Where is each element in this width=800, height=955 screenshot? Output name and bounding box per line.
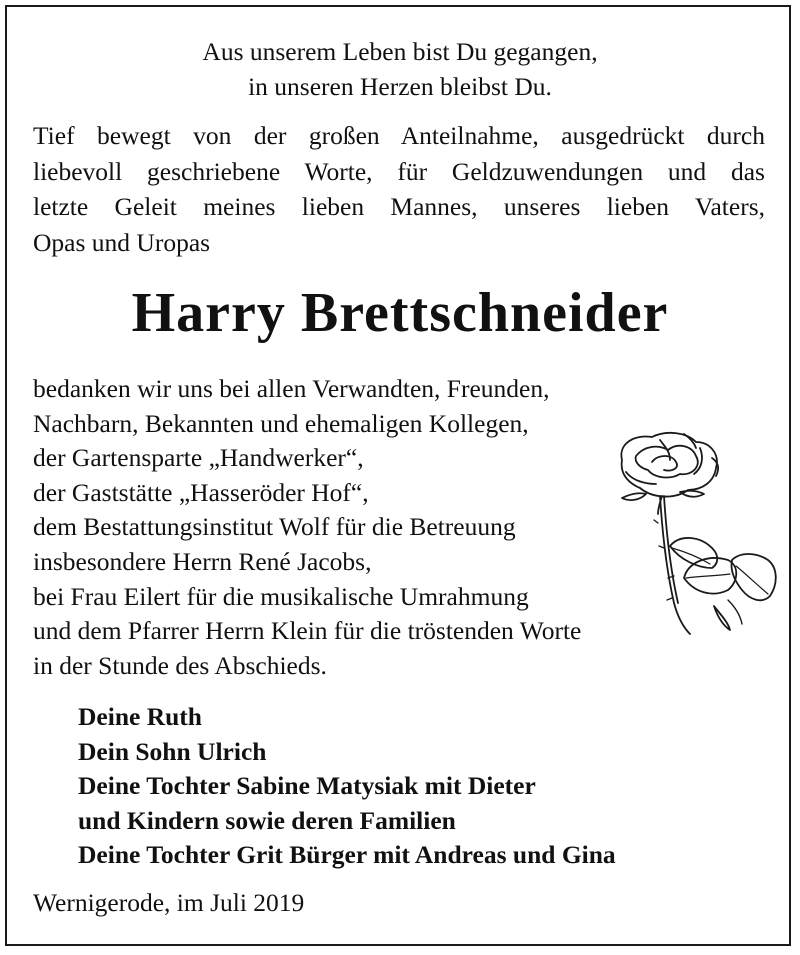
place-date: Wernigerode, im Juli 2019	[33, 888, 305, 917]
intro-line: letzte Geleit meines lieben Mannes, unseres lieben Vaters,	[33, 192, 765, 221]
thanks-line: der Gartensparte „Handwerker“,	[33, 443, 364, 473]
signer-line: Deine Tochter Grit Bürger mit Andreas und Gina	[78, 840, 616, 869]
signer-line: und Kindern sowie deren Familien	[78, 805, 456, 835]
signer-line: Dein Sohn Ulrich	[78, 736, 267, 766]
intro-line: Tief bewegt von der großen Anteilnahme, ausgedrückt durch	[33, 121, 765, 150]
thanks-paragraph	[33, 372, 581, 683]
thanks-line: und dem Pfarrer Herrn Klein für die tröstenden Worte	[33, 616, 582, 646]
intro-paragraph	[33, 118, 765, 260]
signer-line: Deine Tochter Sabine Matysiak mit Dieter	[78, 771, 536, 800]
intro-line: Opas und Uropas	[33, 227, 211, 257]
thanks-line: bedanken wir uns bei allen Verwandten, Freunden,	[33, 374, 550, 403]
signers-block	[78, 700, 616, 873]
motto-line: in unseren Herzen bleibst Du.	[248, 72, 552, 101]
motto-line: Aus unserem Leben bist Du gegangen,	[202, 37, 598, 66]
signer-line: Deine Ruth	[78, 702, 202, 731]
thanks-line: in der Stunde des Abschieds.	[33, 650, 327, 680]
thanks-line: der Gaststätte „Hasseröder Hof“,	[33, 477, 369, 507]
rose-icon	[600, 428, 780, 638]
thanks-line: insbesondere Herrn René Jacobs,	[33, 546, 372, 576]
thanks-line: dem Bestattungsinstitut Wolf für die Betreuung	[33, 512, 516, 542]
thanks-line: Nachbarn, Bekannten und ehemaligen Kollegen,	[33, 408, 529, 438]
thanks-line: bei Frau Eilert für die musikalische Umrahmung	[33, 581, 529, 611]
deceased-name: Harry Brettschneider	[131, 282, 669, 344]
motto	[0, 34, 800, 104]
intro-line: liebevoll geschriebene Worte, für Geldzuwendungen und das	[33, 156, 765, 186]
